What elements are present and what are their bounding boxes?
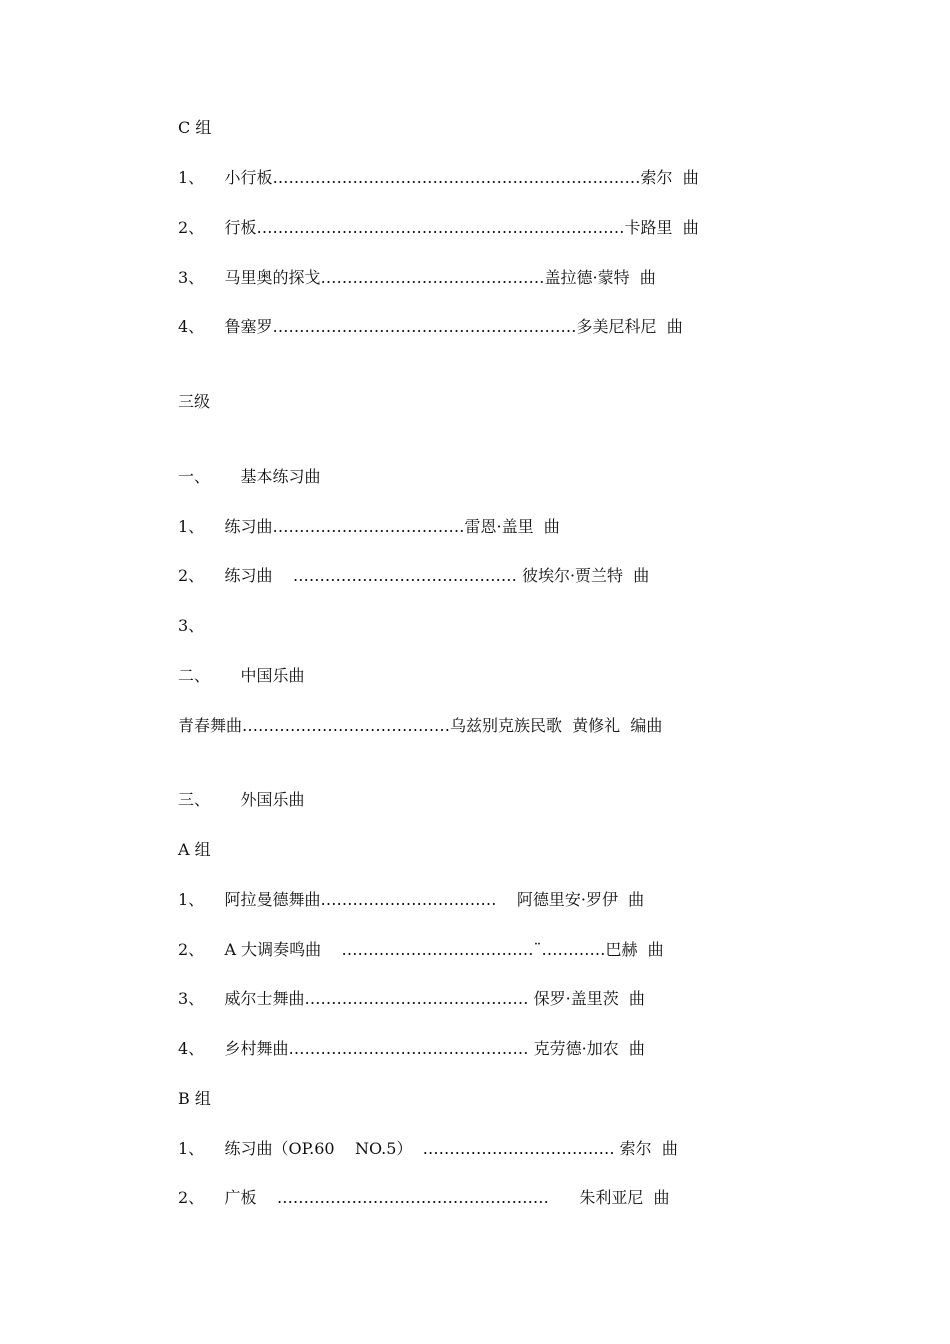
list-item: 4、 鲁塞罗…………………………………………………多美尼科尼 曲 bbox=[178, 317, 683, 336]
list-item: 3、 马里奥的探戈……………………………………盖拉德·蒙特 曲 bbox=[178, 268, 656, 287]
section-heading: 三、 外国乐曲 bbox=[178, 790, 305, 809]
list-item: 3、 威尔士舞曲…………………………………… 保罗·盖里茨 曲 bbox=[178, 989, 645, 1008]
level-heading: 三级 bbox=[178, 392, 211, 411]
list-item: 1、 练习曲（OP.60 NO.5） ……………………………… 索尔 曲 bbox=[178, 1139, 678, 1158]
list-item: 2、 练习曲 …………………………………… 彼埃尔·贾兰特 曲 bbox=[178, 566, 650, 585]
list-item: 1、 练习曲………………………………雷恩·盖里 曲 bbox=[178, 517, 560, 536]
section-heading: 一、 基本练习曲 bbox=[178, 467, 321, 486]
group-a-heading: A 组 bbox=[178, 840, 211, 859]
list-item: 3、 bbox=[178, 616, 205, 635]
list-item: 青春舞曲…………………………………乌兹别克族民歌 黄修礼 编曲 bbox=[178, 716, 663, 735]
list-item: 2、 行板……………………………………………………………卡路里 曲 bbox=[178, 218, 699, 237]
list-item: 4、 乡村舞曲……………………………………… 克劳德·加农 曲 bbox=[178, 1039, 645, 1058]
list-item: 1、 小行板……………………………………………………………索尔 曲 bbox=[178, 168, 699, 187]
list-item: 2、 广板 …………………………………………… 朱利亚尼 曲 bbox=[178, 1188, 670, 1207]
list-item: 1、 阿拉曼德舞曲…………………………… 阿德里安·罗伊 曲 bbox=[178, 890, 645, 909]
section-heading: 二、 中国乐曲 bbox=[178, 666, 305, 685]
group-b-heading: B 组 bbox=[178, 1089, 211, 1108]
group-c-heading: C 组 bbox=[178, 118, 212, 137]
list-item: 2、 A 大调奏鸣曲 ………………………………¨…………巴赫 曲 bbox=[178, 940, 664, 959]
